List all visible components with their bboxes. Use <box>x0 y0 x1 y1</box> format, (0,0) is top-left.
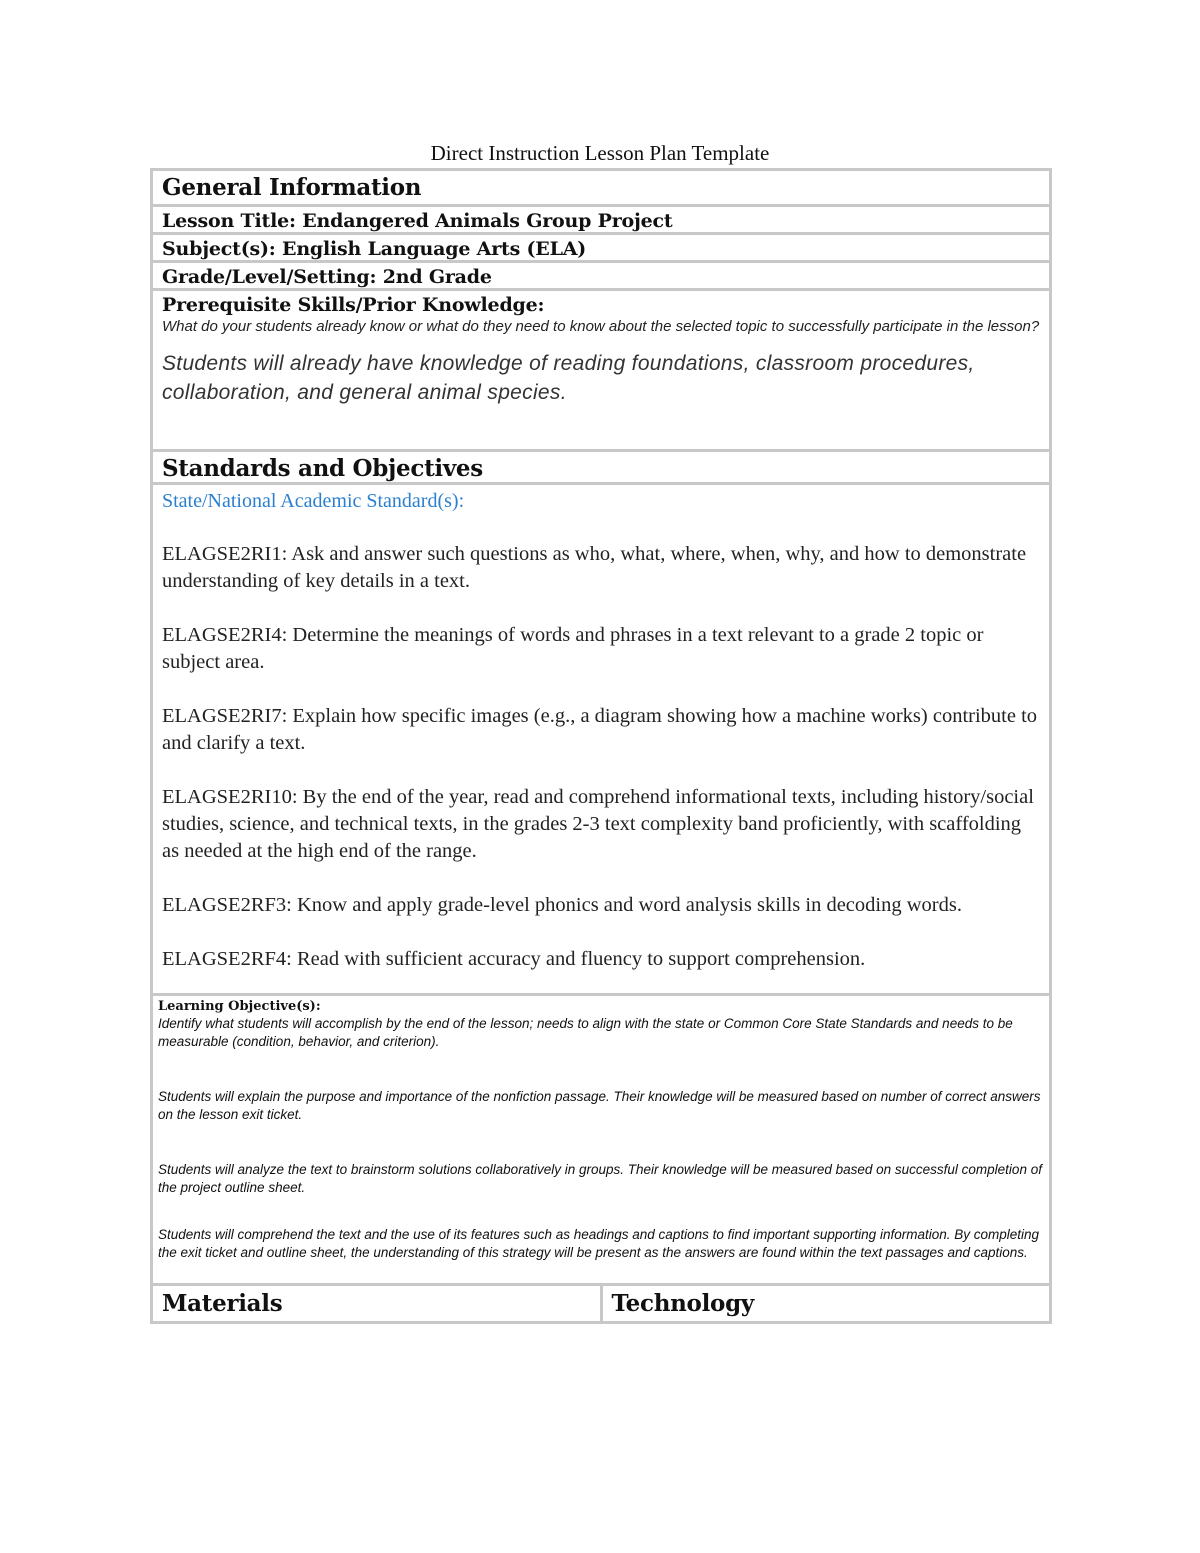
standard-item: ELAGSE2RF4: Read with sufficient accuracy and fluency to support comprehension. <box>162 948 866 970</box>
general-information-heading: General Information <box>162 174 422 201</box>
standards-label: State/National Academic Standard(s): <box>162 490 465 512</box>
lesson-title-row: Lesson Title: Endangered Animals Group Project <box>153 204 1049 232</box>
grade-level-row: Grade/Level/Setting: 2nd Grade <box>153 260 1049 288</box>
prerequisite-answer: Students will already have knowledge of reading foundations, classroom procedures, collaboration, and general animal species. <box>162 352 975 404</box>
standard-item: ELAGSE2RI1: Ask and answer such questions as who, what, where, when, why, and how to demonstrate understanding of key details in a text. <box>162 543 1027 592</box>
subjects-row: Subject(s): English Language Arts (ELA) <box>153 232 1049 260</box>
objectives-label: Learning Objective(s): <box>158 999 321 1014</box>
objectives-instruction: Identify what students will accomplish by the end of the lesson; needs to align with the state or Common Core State Standards and needs to be measurable (condition, behavior, and criterion). <box>158 1016 1013 1049</box>
prerequisite-prompt: What do your students already know or what do they need to know about the selected topic to successfully participate in the lesson? <box>162 318 1040 335</box>
standards-section <box>153 482 1049 993</box>
document-title: Direct Instruction Lesson Plan Template <box>430 141 770 165</box>
materials-technology-row <box>153 1283 1049 1321</box>
prerequisite-label: Prerequisite Skills/Prior Knowledge: <box>162 294 545 316</box>
standard-item: ELAGSE2RI10: By the end of the year, read and comprehend informational texts, including history/social studies, science, and technical texts, in the grades 2-3 text complexity band proficiently, with scaffolding as needed at the high end of the range. <box>162 786 1034 862</box>
objective-item: Students will explain the purpose and importance of the nonfiction passage. Their knowledge will be measured based on number of correct answers on the lesson exit ticket. <box>158 1089 1041 1122</box>
standards-objectives-heading: Standards and Objectives <box>153 449 1049 482</box>
objective-item: Students will comprehend the text and the use of its features such as headings and captions to find important supporting information. By completing the exit ticket and outline sheet, the understanding of this strategy will be present as the answers are found within the text passages and captions. <box>158 1227 1040 1260</box>
prerequisite-section <box>153 288 1049 449</box>
standard-item: ELAGSE2RF3: Know and apply grade-level phonics and word analysis skills in decoding words. <box>162 894 962 916</box>
materials-heading: Materials <box>162 1290 283 1317</box>
technology-heading: Technology <box>600 1286 1050 1321</box>
standard-item: ELAGSE2RI4: Determine the meanings of words and phrases in a text relevant to a grade 2 topic or subject area. <box>162 624 984 673</box>
objective-item: Students will analyze the text to brainstorm solutions collaboratively in groups. Their knowledge will be measured based on successful completion of the project outline sheet. <box>158 1162 1042 1195</box>
learning-objectives-section <box>153 993 1049 1283</box>
lesson-plan-table <box>150 168 1052 1324</box>
standard-item: ELAGSE2RI7: Explain how specific images (e.g., a diagram showing how a machine works) contribute to and clarify a text. <box>162 705 1038 754</box>
